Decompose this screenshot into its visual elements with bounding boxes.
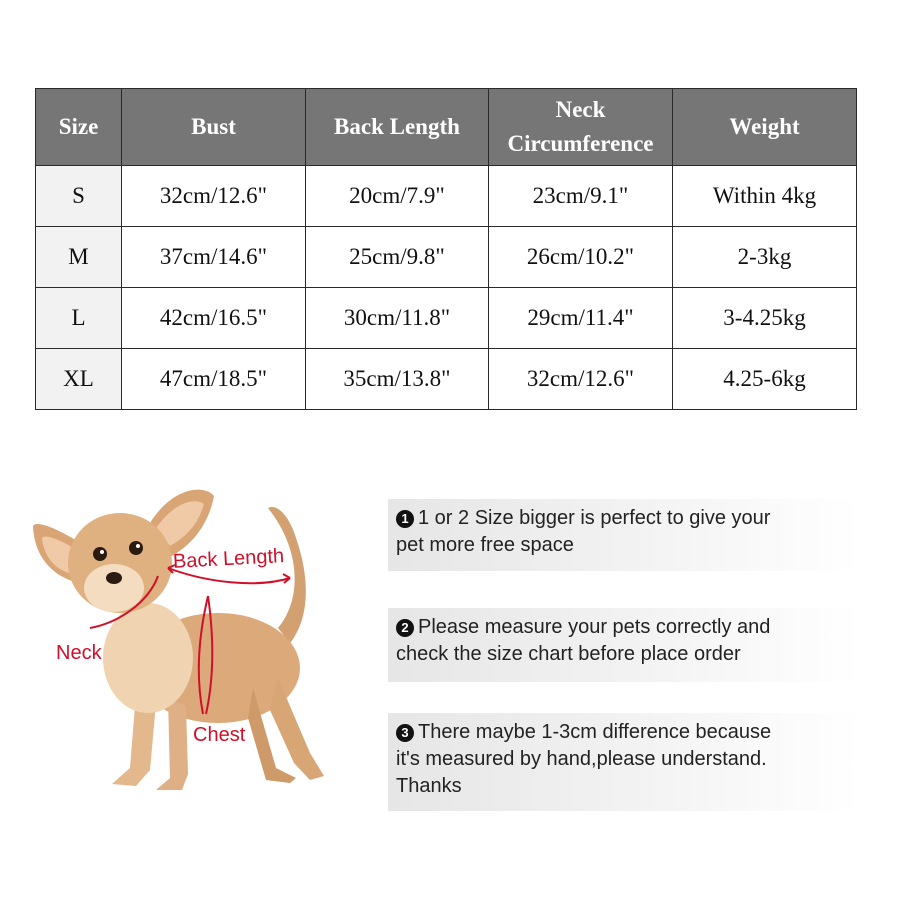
- dog-measurement-figure: [28, 478, 340, 808]
- header-neck-line2: Circumference: [507, 131, 654, 156]
- cell-bust: 32cm/12.6": [122, 166, 306, 227]
- header-neck-circumference: [489, 89, 673, 166]
- note-text-line: check the size chart before place order: [396, 643, 741, 665]
- note-text-line: Please measure your pets correctly and: [418, 616, 771, 638]
- note-text-line: 1 or 2 Size bigger is perfect to give your: [418, 507, 771, 529]
- cell-weight: 4.25-6kg: [673, 349, 857, 410]
- label-back-length: Back Length: [172, 545, 285, 573]
- number-1-icon: 1: [396, 510, 414, 528]
- note-measure-advice: [388, 608, 860, 682]
- header-back-length: Back Length: [306, 89, 489, 166]
- cell-back-length: 25cm/9.8": [306, 227, 489, 288]
- cell-size: S: [36, 166, 122, 227]
- label-chest: Chest: [193, 724, 246, 746]
- table-row: [36, 166, 857, 227]
- cell-neck: 29cm/11.4": [489, 288, 673, 349]
- cell-weight: 2-3kg: [673, 227, 857, 288]
- table-row: [36, 288, 857, 349]
- cell-neck: 32cm/12.6": [489, 349, 673, 410]
- cell-back-length: 20cm/7.9": [306, 166, 489, 227]
- note-text-line: pet more free space: [396, 534, 574, 556]
- header-size: Size: [36, 89, 122, 166]
- cell-size: XL: [36, 349, 122, 410]
- table-row: [36, 227, 857, 288]
- cell-back-length: 35cm/13.8": [306, 349, 489, 410]
- size-chart-table: [35, 88, 857, 410]
- note-size-advice: [388, 499, 860, 571]
- cell-neck: 23cm/9.1": [489, 166, 673, 227]
- cell-neck: 26cm/10.2": [489, 227, 673, 288]
- cell-back-length: 30cm/11.8": [306, 288, 489, 349]
- header-neck-line1: Neck: [555, 97, 606, 122]
- header-bust: Bust: [122, 89, 306, 166]
- table-header-row: [36, 89, 857, 166]
- cell-bust: 47cm/18.5": [122, 349, 306, 410]
- note-difference-advice: [388, 713, 860, 811]
- cell-weight: 3-4.25kg: [673, 288, 857, 349]
- number-3-icon: 3: [396, 724, 414, 742]
- cell-size: L: [36, 288, 122, 349]
- cell-weight: Within 4kg: [673, 166, 857, 227]
- table-row: [36, 349, 857, 410]
- cell-size: M: [36, 227, 122, 288]
- note-text-line: Thanks: [396, 775, 462, 797]
- label-neck: Neck: [56, 642, 102, 664]
- cell-bust: 42cm/16.5": [122, 288, 306, 349]
- note-text-line: There maybe 1-3cm difference because: [418, 721, 772, 743]
- header-weight: Weight: [673, 89, 857, 166]
- number-2-icon: 2: [396, 619, 414, 637]
- cell-bust: 37cm/14.6": [122, 227, 306, 288]
- note-text-line: it's measured by hand,please understand.: [396, 748, 767, 770]
